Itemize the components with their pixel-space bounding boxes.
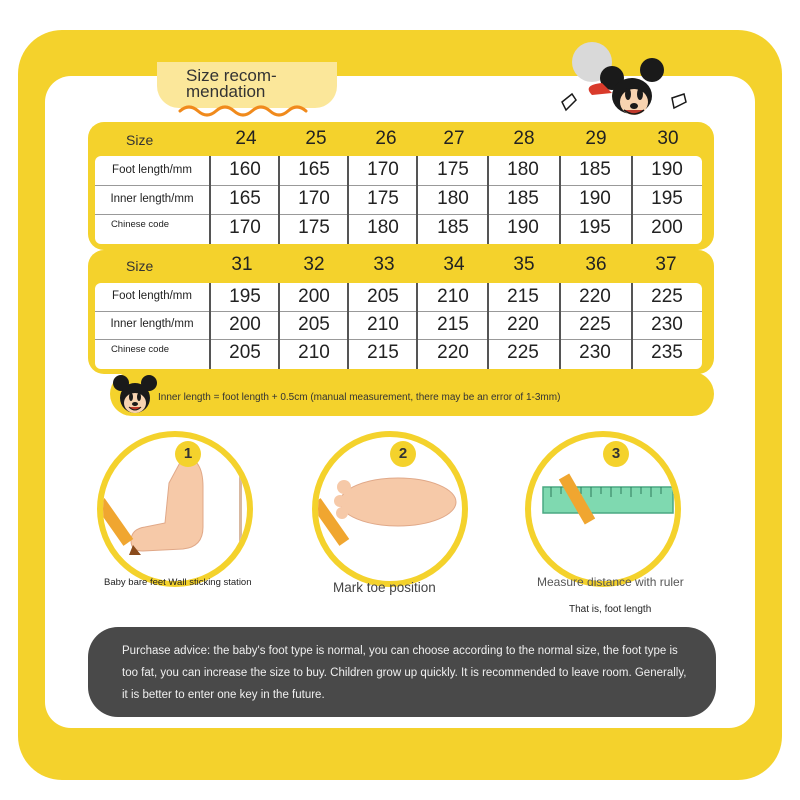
mickey-mascot-icon — [552, 40, 692, 130]
table-cell: 185 — [507, 188, 539, 209]
table-cell: 185 — [437, 217, 469, 238]
table-cell: 160 — [229, 159, 261, 180]
size-cell: 33 — [373, 254, 395, 275]
size-cell: 27 — [443, 128, 465, 149]
size-cell: 31 — [231, 254, 253, 275]
table-cell: 195 — [229, 286, 261, 307]
table-cell: 215 — [437, 314, 469, 335]
step-3-caption: Measure distance with ruler — [537, 575, 684, 589]
table-cell: 165 — [298, 159, 330, 180]
table-cell: 220 — [579, 286, 611, 307]
size-cell: 28 — [513, 128, 535, 149]
table-cell: 225 — [579, 314, 611, 335]
table-cell: 165 — [229, 188, 261, 209]
size-cell: 34 — [443, 254, 465, 275]
table-cell: 170 — [229, 217, 261, 238]
table-cell: 180 — [367, 217, 399, 238]
table-cell: 190 — [507, 217, 539, 238]
table-cell: 190 — [651, 159, 683, 180]
table-cell: 175 — [437, 159, 469, 180]
row-label: Inner length/mm — [110, 193, 194, 205]
row-label: Chinese code — [110, 344, 170, 355]
table-cell: 195 — [579, 217, 611, 238]
table-cell: 205 — [229, 342, 261, 363]
table-cell: 215 — [507, 286, 539, 307]
size-header-label: Size — [126, 132, 154, 148]
step-3-illustration — [525, 431, 681, 587]
table-cell: 170 — [367, 159, 399, 180]
size-cell: 24 — [235, 128, 257, 149]
step-number-badge: 3 — [603, 441, 629, 467]
size-cell: 32 — [303, 254, 325, 275]
table-cell: 230 — [579, 342, 611, 363]
table-cell: 175 — [298, 217, 330, 238]
row-label: Foot length/mm — [112, 290, 192, 302]
table-cell: 200 — [298, 286, 330, 307]
table-cell: 200 — [651, 217, 683, 238]
table-cell: 230 — [651, 314, 683, 335]
row-label: Chinese code — [110, 219, 170, 230]
size-cell: 30 — [657, 128, 679, 149]
table-cell: 195 — [651, 188, 683, 209]
size-cell: 26 — [375, 128, 397, 149]
table-cell: 205 — [367, 286, 399, 307]
table-cell: 180 — [507, 159, 539, 180]
table-cell: 220 — [507, 314, 539, 335]
inner-length-note: Inner length = foot length + 0.5cm (manual measurement, there may be an error of 1-3mm) — [158, 392, 561, 403]
size-table-1 — [95, 156, 702, 244]
table-cell: 200 — [229, 314, 261, 335]
step-number-badge: 2 — [390, 441, 416, 467]
table-cell: 225 — [651, 286, 683, 307]
table-cell: 180 — [437, 188, 469, 209]
table-cell: 215 — [367, 342, 399, 363]
table-cell: 210 — [298, 342, 330, 363]
step-2-caption: Mark toe position — [333, 580, 436, 595]
table-cell: 185 — [579, 159, 611, 180]
table-cell: 225 — [507, 342, 539, 363]
table-cell: 205 — [298, 314, 330, 335]
table-cell: 210 — [437, 286, 469, 307]
row-label: Foot length/mm — [112, 164, 192, 176]
size-cell: 25 — [305, 128, 327, 149]
step-1-illustration — [97, 431, 253, 587]
row-label: Inner length/mm — [110, 318, 194, 330]
step-number-badge: 1 — [175, 441, 201, 467]
table-cell: 175 — [367, 188, 399, 209]
step-1-caption: Baby bare feet Wall sticking station — [104, 577, 252, 588]
table-cell: 235 — [651, 342, 683, 363]
step-2-illustration — [312, 431, 468, 587]
purchase-advice-text: Purchase advice: the baby's foot type is normal, you can choose according to the normal size, the foot type is too fat, you can increase the size to buy. Children grow up quickly. It is recommended to leave room. Generally, it is better to enter one key in the future. — [122, 645, 687, 701]
table-cell: 170 — [298, 188, 330, 209]
mickey-head-icon — [112, 373, 158, 417]
size-cell: 35 — [513, 254, 535, 275]
table-cell: 220 — [437, 342, 469, 363]
size-cell: 36 — [585, 254, 607, 275]
orange-wave-decoration — [178, 104, 328, 118]
size-cell: 37 — [655, 254, 677, 275]
step-3-subcaption: That is, foot length — [569, 604, 652, 615]
table-cell: 190 — [579, 188, 611, 209]
size-table-2 — [95, 283, 702, 369]
size-cell: 29 — [585, 128, 607, 149]
table-cell: 210 — [367, 314, 399, 335]
page-title: Size recom- mendation — [186, 66, 277, 101]
size-header-label: Size — [126, 258, 154, 274]
